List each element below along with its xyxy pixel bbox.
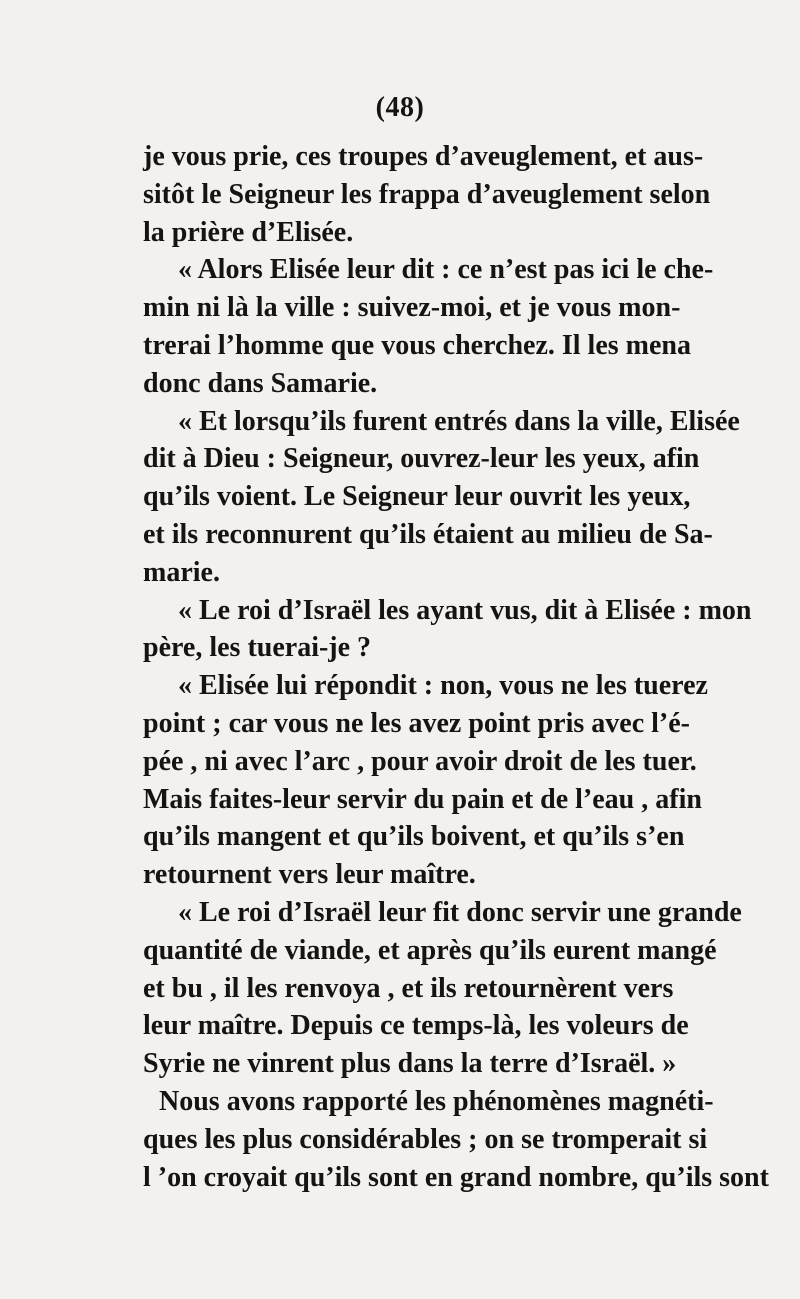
text-line: quantité de viande, et après qu’ils eurent mangé [143,934,717,966]
text-line: ques les plus considérables ; on se tromperait si [143,1123,708,1155]
text-line: qu’ils mangent et qu’ils boivent, et qu’ils s’en [143,821,685,853]
text-line: « Le roi d’Israël les ayant vus, dit à Elisée : mon [178,594,752,626]
text-line: je vous prie, ces troupes d’aveuglement, et aus- [143,141,704,172]
text-line: « Alors Elisée leur dit : ce n’est pas ici le che- [178,254,714,286]
text-line: marie. [143,556,220,588]
text-line: leur maître. Depuis ce temps-là, les voleurs de [143,1010,689,1042]
text-line: Syrie ne vinrent plus dans la terre d’Israël. » [143,1048,677,1080]
text-line: « Elisée lui répondit : non, vous ne les tuerez [178,670,708,702]
text-line: pée , ni avec l’arc , pour avoir droit de les tuer. [143,745,697,777]
text-line: trerai l’homme que vous cherchez. Il les mena [143,329,691,361]
body-text [143,138,769,1196]
text-line: la prière d’Elisée. [143,216,354,248]
text-line: qu’ils voient. Le Seigneur leur ouvrit les yeux, [143,481,691,513]
text-line: retournent vers leur maître. [143,859,476,891]
text-line: min ni là la ville : suivez-moi, et je vous mon- [143,292,681,324]
text-line: dit à Dieu : Seigneur, ouvrez-leur les yeux, afin [143,443,700,475]
text-line: point ; car vous ne les avez point pris avec l’é- [143,707,690,739]
text-line: Mais faites-leur servir du pain et de l’eau , afin [143,783,702,815]
text-line: et bu , il les renvoya , et ils retournèrent vers [143,972,674,1004]
text-line: père, les tuerai-je ? [143,632,372,664]
text-line: donc dans Samarie. [143,367,378,399]
page-number: (48) [375,92,425,123]
text-line: « Le roi d’Israël leur fit donc servir une grande [178,896,742,928]
text-line: Nous avons rapporté les phénomènes magnéti- [159,1085,714,1117]
text-line: l ’on croyait qu’ils sont en grand nombre, qu’ils sont [143,1161,769,1193]
text-line: et ils reconnurent qu’ils étaient au milieu de Sa- [143,518,713,550]
text-line: « Et lorsqu’ils furent entrés dans la ville, Elisée [178,405,740,437]
text-line: sitôt le Seigneur les frappa d’aveuglement selon [143,178,711,210]
